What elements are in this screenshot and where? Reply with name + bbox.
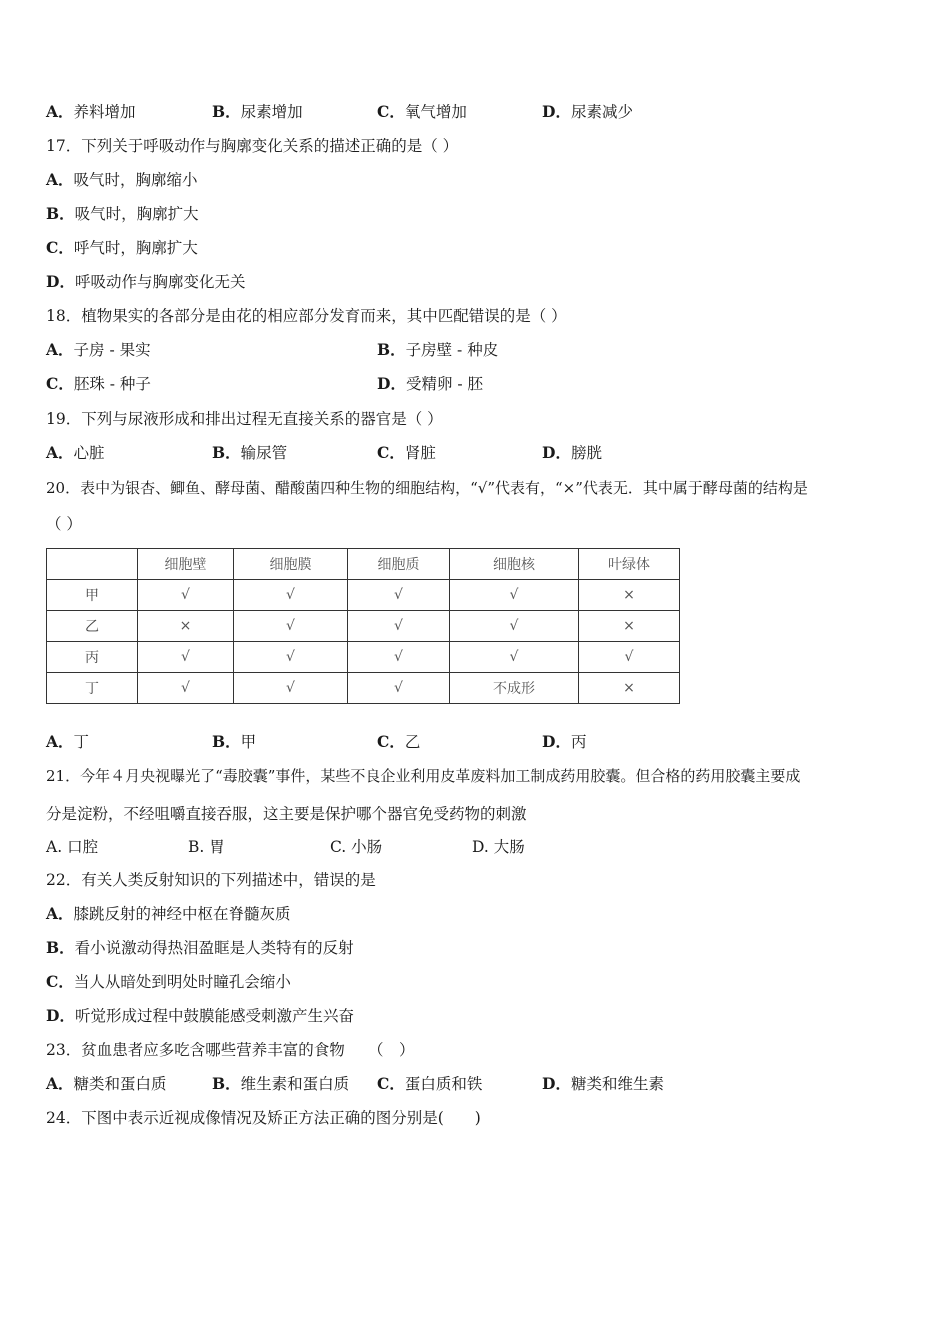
q17-option-b[interactable]: B．吸气时，胸廓扩大 (46, 204, 199, 223)
q20-option-a[interactable]: A．丁 (46, 732, 90, 751)
table-cell: √ (138, 673, 234, 704)
q18-option-c[interactable]: C．胚珠 - 种子 (46, 374, 151, 393)
table-cell: √ (348, 642, 450, 673)
q17-option-d[interactable]: D．呼吸动作与胸廓变化无关 (46, 272, 246, 291)
q22-stem: 22．有关人类反射知识的下列描述中，错误的是 (46, 871, 376, 889)
table-row (47, 673, 680, 704)
q23-option-d[interactable]: D．糖类和维生素 (542, 1074, 664, 1093)
table-cell: √ (348, 580, 450, 611)
table-cell: × (138, 611, 234, 642)
q16-option-a[interactable]: A．养料增加 (46, 102, 136, 121)
table-cell: × (579, 673, 680, 704)
q21-stem-line2: 分是淀粉，不经咀嚼直接吞服，这主要是保护哪个器官免受药物的刺激 (46, 805, 527, 823)
table-row (47, 580, 680, 611)
table-cell: 甲 (47, 580, 138, 611)
table-header-cell: 叶绿体 (579, 549, 680, 580)
table-cell: √ (234, 611, 348, 642)
table-header-row (47, 549, 680, 580)
q22-option-c[interactable]: C．当人从暗处到明处时瞳孔会缩小 (46, 972, 291, 991)
table-cell: √ (450, 580, 579, 611)
q18-option-b[interactable]: B．子房壁 - 种皮 (377, 340, 499, 359)
table-cell: × (579, 611, 680, 642)
table-cell: √ (450, 642, 579, 673)
table-header-cell: 细胞壁 (138, 549, 234, 580)
q20-stem-line1: 20．表中为银杏、鲫鱼、酵母菌、醋酸菌四种生物的细胞结构，“√”代表有，“×”代表无．其中属于酵母菌的结构是 (46, 479, 808, 497)
table-cell: √ (138, 580, 234, 611)
q20-option-b[interactable]: B．甲 (212, 732, 257, 751)
q16-option-c[interactable]: C．氧气增加 (377, 102, 467, 121)
q23-option-c[interactable]: C．蛋白质和铁 (377, 1074, 483, 1093)
q16-option-d[interactable]: D．尿素减少 (542, 102, 633, 121)
table-cell: 丁 (47, 673, 138, 704)
q18-option-a[interactable]: A．子房 - 果实 (46, 340, 151, 359)
q23-stem: 23．贫血患者应多吃含哪些营养丰富的食物 （ ） (46, 1041, 415, 1059)
q24-stem: 24．下图中表示近视成像情况及矫正方法正确的图分别是( ) (46, 1109, 481, 1127)
table-cell: 乙 (47, 611, 138, 642)
table-header-cell (47, 549, 138, 580)
q23-option-b[interactable]: B．维生素和蛋白质 (212, 1074, 350, 1093)
q18-stem: 18．植物果实的各部分是由花的相应部分发育而来，其中匹配错误的是（ ） (46, 307, 567, 325)
table-cell: √ (579, 642, 680, 673)
table-header-cell: 细胞质 (348, 549, 450, 580)
q19-stem: 19．下列与尿液形成和排出过程无直接关系的器官是（ ） (46, 410, 443, 428)
table-cell: √ (234, 580, 348, 611)
q22-option-a[interactable]: A．膝跳反射的神经中枢在脊髓灰质 (46, 904, 291, 923)
table-cell: √ (348, 673, 450, 704)
q21-stem-line1: 21．今年４月央视曝光了“毒胶囊”事件，某些不良企业利用皮革废料加工制成药用胶囊。但合格的药用胶囊主要成 (46, 767, 801, 785)
q21-option-b[interactable]: B. 胃 (188, 838, 225, 856)
table-cell: × (579, 580, 680, 611)
q21-option-d[interactable]: D. 大肠 (472, 838, 525, 856)
q23-option-a[interactable]: A．糖类和蛋白质 (46, 1074, 167, 1093)
q19-option-c[interactable]: C．肾脏 (377, 443, 436, 462)
q20-option-d[interactable]: D．丙 (542, 732, 587, 751)
table-cell: 不成形 (450, 673, 579, 704)
table-cell: √ (138, 642, 234, 673)
q20-option-c[interactable]: C．乙 (377, 732, 421, 751)
q19-option-d[interactable]: D．膀胱 (542, 443, 602, 462)
q20-stem-line2: （ ） (46, 515, 82, 533)
q21-option-c[interactable]: C. 小肠 (330, 838, 383, 856)
q17-option-a[interactable]: A．吸气时，胸廓缩小 (46, 170, 198, 189)
cell-structure-table (46, 548, 680, 704)
q22-option-d[interactable]: D．听觉形成过程中鼓膜能感受刺激产生兴奋 (46, 1006, 354, 1025)
q19-option-a[interactable]: A．心脏 (46, 443, 105, 462)
table-row (47, 642, 680, 673)
q17-stem: 17．下列关于呼吸动作与胸廓变化关系的描述正确的是（ ） (46, 137, 459, 155)
table-cell: √ (348, 611, 450, 642)
q16-option-b[interactable]: B．尿素增加 (212, 102, 303, 121)
table-cell: √ (234, 673, 348, 704)
q18-option-d[interactable]: D．受精卵 - 胚 (377, 374, 484, 393)
q17-option-c[interactable]: C．呼气时，胸廓扩大 (46, 238, 198, 257)
table-row (47, 611, 680, 642)
q21-option-a[interactable]: A. 口腔 (46, 838, 99, 856)
q22-option-b[interactable]: B．看小说激动得热泪盈眶是人类特有的反射 (46, 938, 354, 957)
table-cell: 丙 (47, 642, 138, 673)
table-cell: √ (234, 642, 348, 673)
q19-option-b[interactable]: B．输尿管 (212, 443, 288, 462)
table-cell: √ (450, 611, 579, 642)
table-header-cell: 细胞核 (450, 549, 579, 580)
table-header-cell: 细胞膜 (234, 549, 348, 580)
